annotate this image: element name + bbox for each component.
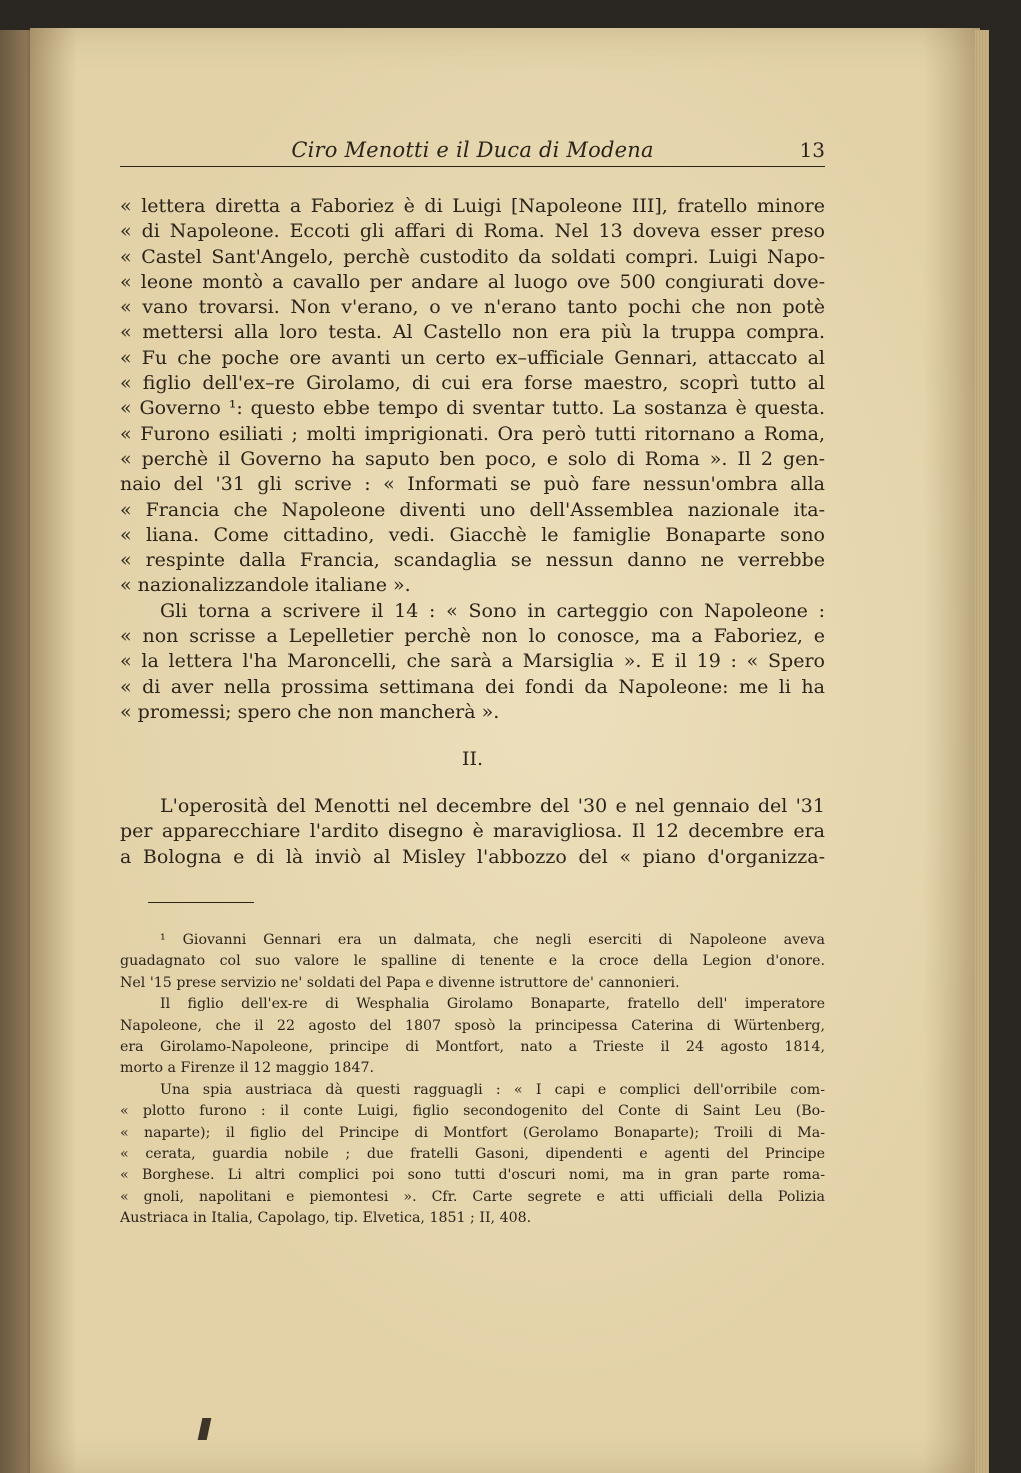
text-line: per apparecchiare l'ardito disegno è maravigliosa. Il 12 decembre era bbox=[120, 820, 825, 843]
text-line: « di aver nella prossima settimana dei fondi da Napoleone: me li ha bbox=[120, 675, 825, 698]
page-stack-edge bbox=[975, 30, 989, 1473]
running-head bbox=[120, 132, 825, 167]
paragraph-quoted-letter bbox=[120, 194, 825, 725]
footnote-line: « gnoli, napolitani e piemontesi ». Cfr. Carte segrete e atti ufficiali della Polizia bbox=[120, 1188, 825, 1205]
text-line: « mettersi alla loro testa. Al Castello non era più la truppa compra. bbox=[120, 321, 825, 344]
text-line: a Bologna e di là inviò al Misley l'abbozzo del « piano d'organizza- bbox=[120, 845, 825, 868]
text-line: « Governo ¹: questo ebbe tempo di sventar tutto. La sostanza è questa. bbox=[120, 397, 825, 420]
footnote-line: Austriaca in Italia, Capolago, tip. Elvetica, 1851 ; II, 408. bbox=[120, 1210, 532, 1227]
text-line: « perchè il Governo ha saputo ben poco, e solo di Roma ». Il 2 gen- bbox=[120, 447, 825, 470]
text-line: « liana. Come cittadino, vedi. Giacchè le famiglie Bonaparte sono bbox=[120, 523, 825, 546]
text-line: « nazionalizzandole italiane ». bbox=[120, 574, 411, 597]
text-line: « Castel Sant'Angelo, perchè custodito da soldati compri. Luigi Napo- bbox=[120, 245, 825, 268]
footnote-line: « plotto furono : il conte Luigi, figlio secondogenito del Conte di Saint Leu (Bo- bbox=[120, 1103, 825, 1120]
text-line: « respinte dalla Francia, scandaglia se nessun danno ne verrebbe bbox=[120, 549, 825, 572]
text-line: naio del '31 gli scrive : « Informati se può fare nessun'ombra alla bbox=[120, 473, 825, 496]
text-line: « non scrisse a Lepelletier perchè non lo conosce, ma a Faboriez, e bbox=[120, 625, 825, 648]
text-line: « di Napoleone. Eccoti gli affari di Roma. Nel 13 doveva esser preso bbox=[120, 220, 825, 243]
text-line: « promessi; spero che non mancherà ». bbox=[120, 700, 500, 723]
text-line: « lettera diretta a Faboriez è di Luigi [Napoleone III], fratello minore bbox=[120, 195, 825, 217]
text-line: « Furono esiliati ; molti imprigionati. Ora però tutti ritornano a Roma, bbox=[120, 422, 825, 445]
text-line: « Francia che Napoleone diventi uno dell'Assemblea nazionale ita- bbox=[120, 498, 825, 521]
footnote-divider bbox=[148, 902, 254, 903]
section-number: II. bbox=[461, 748, 484, 770]
footnotes bbox=[120, 930, 825, 1229]
text-line: « figlio dell'ex–re Girolamo, di cui era forse maestro, scoprì tutto al bbox=[120, 372, 825, 395]
footnote-line: ¹ Giovanni Gennari era un dalmata, che negli eserciti di Napoleone aveva bbox=[160, 932, 825, 948]
footnote-line: « naparte); il figlio del Principe di Montfort (Gerolamo Bonaparte); Troili di Ma- bbox=[120, 1124, 825, 1141]
running-title: Ciro Menotti e il Duca di Modena bbox=[291, 138, 654, 162]
footnote-line: « Borghese. Li altri complici poi sono tutti d'oscuri nomi, ma in gran parte roma- bbox=[120, 1167, 825, 1184]
text-line: « la lettera l'ha Maroncelli, che sarà a Marsiglia ». E il 19 : « Spero bbox=[120, 650, 825, 673]
paragraph-operosita bbox=[120, 794, 825, 870]
text-line: Gli torna a scrivere il 14 : « Sono in carteggio con Napoleone : bbox=[160, 599, 825, 622]
text-line: L'operosità del Menotti nel decembre del '30 e nel gennaio del '31 bbox=[160, 795, 825, 817]
footnote-line: Il figlio dell'ex-re di Wesphalia Girolamo Bonaparte, fratello dell' imperatore bbox=[160, 996, 825, 1013]
text-line: « Fu che poche ore avanti un certo ex–ufficiale Gennari, attaccato al bbox=[120, 346, 825, 369]
page-number: 13 bbox=[799, 138, 825, 162]
footnote-line: era Girolamo-Napoleone, principe di Montfort, nato a Trieste il 24 agosto 1814, bbox=[120, 1038, 825, 1055]
footnote-line: « cerata, guardia nobile ; due fratelli Gasoni, dipendenti e agenti del Principe bbox=[120, 1145, 825, 1162]
text-line: « vano trovarsi. Non v'erano, o ve n'erano tanto pochi che non potè bbox=[120, 296, 825, 319]
footnote-line: guadagnato col suo valore le spalline di tenente e la croce della Legion d'onore. bbox=[120, 953, 825, 970]
footnote-line: Una spia austriaca dà questi ragguagli : « I capi e complici dell'orribile com- bbox=[160, 1081, 825, 1098]
footnote-line: Napoleone, che il 22 agosto del 1807 sposò la principessa Caterina di Würtenberg, bbox=[120, 1017, 825, 1034]
text-line: « leone montò a cavallo per andare al luogo ove 500 congiurati dove- bbox=[120, 270, 825, 293]
footnote-line: morto a Firenze il 12 maggio 1847. bbox=[120, 1060, 375, 1077]
footnote-line: Nel '15 prese servizio ne' soldati del Papa e divenne istruttore de' cannonieri. bbox=[120, 974, 680, 991]
